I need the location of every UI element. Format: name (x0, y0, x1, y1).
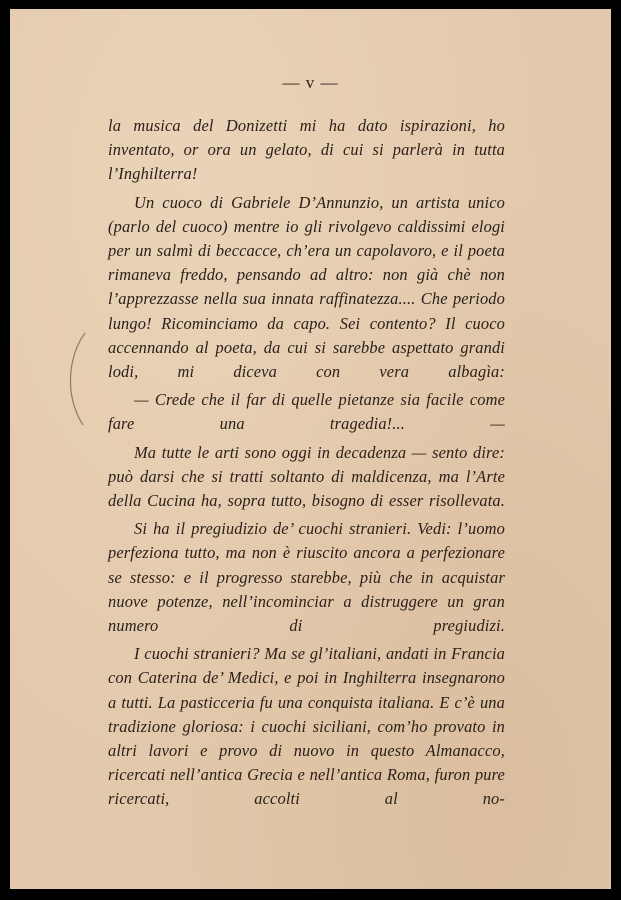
pencil-margin-mark (65, 331, 89, 427)
page-number-header: — v — (282, 73, 339, 92)
paragraph-1: la musica del Donizetti mi ha dato ispirazioni, ho inventato, or ora un gelato, di cui si parlerà in tutta l’Inghilterra! (108, 116, 505, 184)
book-page (10, 9, 611, 889)
paragraph-5: Si ha il pregiudizio de’ cuochi stranieri. Vedi: l’uomo perfeziona tutto, ma non è riuscito ancora a perfezionare se stesso: e il progresso starebbe, più che in acquistar nuove potenze, nell’incominciar a distruggere un gran numero di pregiudizi. (108, 519, 505, 636)
body-text (108, 114, 505, 816)
paragraph-2: Un cuoco di Gabriele D’Annunzio, un artista unico (parlo del cuoco) mentre io gli rivolgevo caldissimi elogi per un salmì di beccacce, ch’era un capolavoro, e il poeta rimaneva freddo, pensando ad altro: non già chè non l’apprezzasse nella sua innata raffinatezza.... Che periodo lungo! Ricominciamo da capo. Sei contento? Il cuoco accennando al poeta, da cui si sarebbe aspettato grandi lodi, mi diceva con vera albagìa: (108, 192, 505, 382)
paragraph-6: I cuochi stranieri? Ma se gl’italiani, andati in Francia con Caterina de’ Medici, e poi in Inghilterra insegnarono a tutti. La pasticceria fu una conquista italiana. E c’è una tradizione gloriosa: i cuochi siciliani, com’ho provato in altri lavori e provo di nuovo in questo Almanacco, ricercati nell’antica Grecia e nell’antica Roma, furon pure ricercati, accolti al no- (108, 644, 505, 809)
paragraph-3: — Crede che il far di quelle pietanze sia facile come fare una tragedia!... — (108, 390, 505, 434)
paragraph-4: Ma tutte le arti sono oggi in decadenza — sento dire: può darsi che si tratti soltanto di maldicenza, ma l’Arte della Cucina ha, sopra tutto, bisogno di esser risollevata. (108, 442, 505, 511)
